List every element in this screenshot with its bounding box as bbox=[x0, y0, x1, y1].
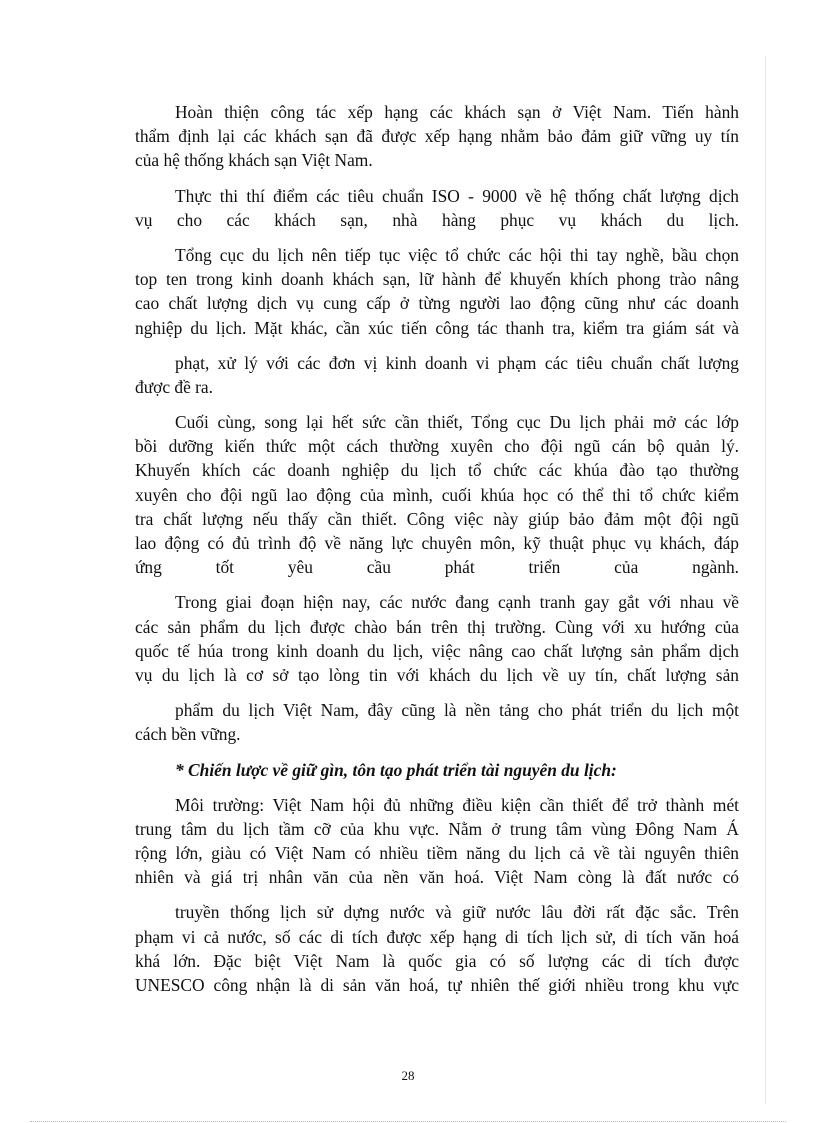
text-line: Môi trường: Việt Nam hội đủ những điều kiện cần thiết để trở thành mét bbox=[175, 794, 739, 815]
text-line: phạt, xử lý với các đơn vị kinh doanh vi phạm các tiêu chuẩn chất lượng bbox=[175, 352, 739, 373]
text-line: xuyên cho đội ngũ lao động của mình, cuối khúa học có thể thi tổ chức kiểm bbox=[135, 484, 739, 505]
text-line: Cuối cùng, song lại hết sức cần thiết, Tổng cục Du lịch phải mở các lớp bbox=[175, 412, 739, 433]
text-line: Hoàn thiện công tác xếp hạng các khách sạn ở Việt Nam. Tiến hành bbox=[175, 102, 739, 122]
text-line: Trong giai đoạn hiện nay, các nước đang cạnh tranh gay gắt với nhau về bbox=[175, 592, 739, 613]
text-line: khá lớn. Đặc biệt Việt Nam là quốc gia có số lượng các di tích được bbox=[135, 950, 739, 971]
page-number: 28 bbox=[401, 1068, 415, 1083]
text-line: Khuyến khích các doanh nghiệp du lịch tổ chức các khúa đào tạo thường bbox=[135, 460, 739, 481]
text-line: được đề ra. bbox=[135, 376, 214, 397]
text-line: thẩm định lại các khách sạn đã được xếp hạng nhằm bảo đảm giữ vững uy tín bbox=[135, 126, 739, 147]
footer-divider bbox=[30, 1121, 786, 1122]
paragraph bbox=[135, 243, 739, 399]
text-line: rộng lớn, giàu có Việt Nam có nhiều tiềm năng du lịch cả về tài nguyên thiên bbox=[135, 843, 739, 864]
paragraph bbox=[135, 793, 739, 998]
text-line: tra chất lượng nếu thấy cần thiết. Công việc này giúp bảo đảm một đội ngũ bbox=[135, 508, 739, 529]
section-heading: * Chiến lược về giữ gìn, tôn tạo phát triển tài nguyên du lịch: bbox=[175, 759, 617, 780]
paragraph bbox=[135, 100, 739, 173]
text-line: truyền thống lịch sử dựng nước và giữ nước lâu đời rất đặc sắc. Trên bbox=[175, 902, 739, 923]
text-line: Thực thi thí điểm các tiêu chuẩn ISO - 9000 về hệ thống chất lượng dịch bbox=[175, 185, 739, 206]
text-line: vụ cho các khách sạn, nhà hàng phục vụ khách du lịch. bbox=[135, 209, 739, 230]
text-line: Tổng cục du lịch nên tiếp tục việc tổ chức các hội thi tay nghề, bầu chọn bbox=[175, 244, 739, 265]
text-line: nghiệp du lịch. Mặt khác, cần xúc tiến công tác thanh tra, kiểm tra giám sát và bbox=[135, 317, 739, 338]
text-line: lao động có đủ trình độ về năng lực chuyên môn, kỹ thuật phục vụ khách, đáp bbox=[135, 533, 739, 553]
text-line: trung tâm du lịch tầm cỡ của khu vực. Nằm ở trung tâm vùng Đông Nam Á bbox=[135, 818, 739, 839]
text-line: các sản phẩm du lịch được chào bán trên thị trường. Cùng với xu hướng của bbox=[135, 616, 739, 637]
paragraph bbox=[135, 590, 739, 746]
text-line: top ten trong kinh doanh khách sạn, lữ hành để khuyến khích phong trào nâng bbox=[135, 269, 739, 290]
paragraph bbox=[135, 184, 739, 232]
document-body bbox=[135, 100, 739, 997]
text-line: cao chất lượng dịch vụ cung cấp ở từng người lao động cũng như các doanh bbox=[135, 293, 739, 314]
text-line: quốc tế húa trong kinh doanh du lịch, việc nâng cao chất lượng sản phẩm dịch bbox=[135, 640, 739, 661]
text-line: phạm vi cả nước, số các di tích được xếp hạng di tích lịch sử, di tích văn hoá bbox=[135, 926, 739, 947]
text-line: của hệ thống khách sạn Việt Nam. bbox=[135, 150, 373, 171]
text-line: bồi dưỡng kiến thức một cách thường xuyên cho đội ngũ cán bộ quản lý. bbox=[135, 436, 739, 457]
text-line: nhiên và giá trị nhân văn của nền văn hoá. Việt Nam còng là đất nước có bbox=[135, 867, 739, 888]
text-line: phẩm du lịch Việt Nam, đây cũng là nền tảng cho phát triển du lịch một bbox=[175, 700, 739, 721]
text-line: cách bền vững. bbox=[135, 724, 241, 745]
paragraph bbox=[135, 410, 739, 579]
text-line: ứng tốt yêu cầu phát triển của ngành. bbox=[135, 557, 739, 578]
text-line: vụ du lịch là cơ sở tạo lòng tin với khách du lịch về uy tín, chất lượng sản bbox=[135, 664, 739, 685]
text-line: UNESCO công nhận là di sản văn hoá, tự nhiên thế giới nhiều trong khu vực bbox=[135, 975, 739, 995]
